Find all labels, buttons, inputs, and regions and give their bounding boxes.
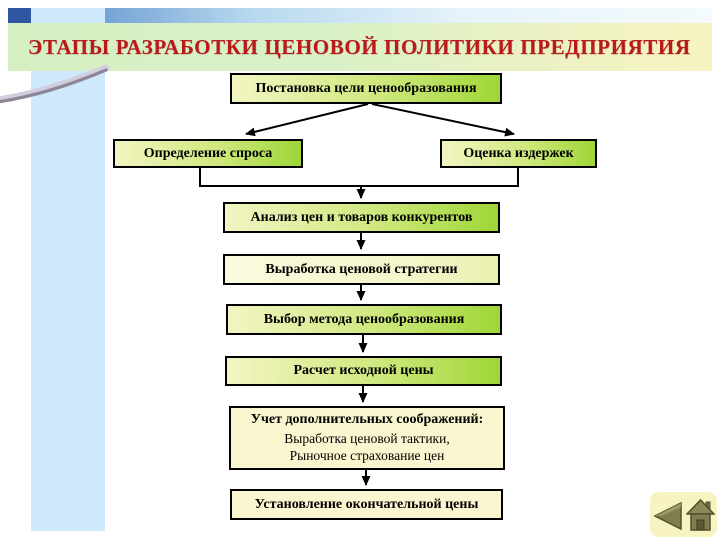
flow-box-considerations bbox=[229, 406, 505, 470]
flow-box-strategy bbox=[223, 254, 500, 285]
flow-box-final-label: Установление окончательной цены bbox=[254, 496, 479, 512]
flow-box-considerations-sub1: Выработка ценовой тактики, bbox=[284, 430, 450, 446]
page-title: ЭТАПЫ РАЗРАБОТКИ ЦЕНОВОЙ ПОЛИТИКИ ПРЕДПРИЯТИЯ bbox=[28, 34, 691, 59]
flow-box-baseprice-label: Расчет исходной цены bbox=[293, 363, 434, 379]
flow-box-considerations-sub2: Рыночное страхование цен bbox=[289, 448, 445, 464]
arrow-goal-to-costs bbox=[372, 104, 514, 134]
flow-box-strategy-label: Выработка ценовой стратегии bbox=[265, 261, 458, 277]
flow-box-demand bbox=[113, 139, 303, 168]
flow-box-goal bbox=[230, 73, 502, 104]
flow-box-competitors-label: Анализ цен и товаров конкурентов bbox=[250, 209, 473, 225]
flow-box-competitors bbox=[223, 202, 500, 233]
arrow-goal-to-demand bbox=[246, 104, 368, 134]
flow-box-baseprice bbox=[225, 356, 502, 386]
swoosh-decoration bbox=[0, 62, 110, 107]
merge-bracket bbox=[200, 168, 518, 186]
flow-box-final bbox=[230, 489, 503, 520]
top-gradient-band bbox=[8, 8, 712, 24]
nav-panel bbox=[650, 492, 717, 537]
flow-box-costs-label: Оценка издержек bbox=[463, 145, 574, 161]
flow-box-goal-label: Постановка цели ценообразования bbox=[255, 80, 477, 96]
title-band bbox=[8, 23, 712, 71]
home-icon[interactable] bbox=[686, 498, 715, 532]
flow-box-method bbox=[226, 304, 502, 335]
flow-box-method-label: Выбор метода ценообразования bbox=[263, 311, 465, 327]
flow-box-costs bbox=[440, 139, 597, 168]
corner-accent-square bbox=[8, 8, 31, 24]
previous-slide-icon[interactable] bbox=[653, 499, 683, 531]
flow-box-demand-label: Определение спроса bbox=[143, 145, 273, 161]
flow-box-considerations-label: Учет дополнительных соображений: bbox=[250, 412, 484, 428]
